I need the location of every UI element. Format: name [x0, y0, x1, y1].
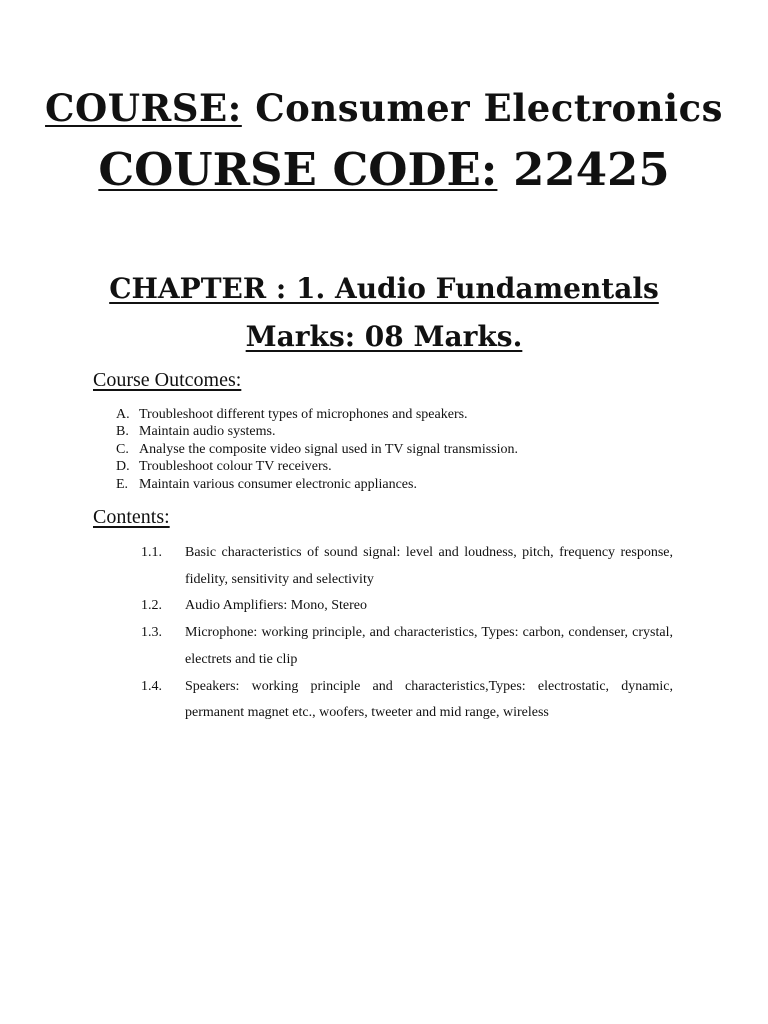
- course-code-value: 22425: [513, 143, 670, 196]
- list-item-text: Audio Amplifiers: Mono, Stereo: [185, 598, 367, 614]
- list-item-letter: A.: [116, 407, 130, 422]
- list-item: [141, 540, 673, 593]
- list-item-text: Microphone: working principle, and characteristics, Types: carbon, condenser, crystal, electrets and tie clip: [185, 625, 673, 667]
- course-label: COURSE:: [45, 86, 242, 130]
- course-title: [0, 86, 768, 130]
- list-item-text: Troubleshoot colour TV receivers.: [139, 459, 332, 475]
- list-item: [141, 620, 673, 673]
- list-item: [116, 458, 518, 475]
- list-item: [116, 476, 518, 493]
- list-item-text: Troubleshoot different types of microphones and speakers.: [139, 407, 468, 422]
- list-item-letter: E.: [116, 476, 129, 492]
- list-item-text: Maintain various consumer electronic appliances.: [139, 476, 417, 492]
- course-name: Consumer Electronics: [255, 86, 723, 130]
- list-item-text: Analyse the composite video signal used in TV signal transmission.: [139, 441, 518, 457]
- course-code: [0, 143, 768, 196]
- chapter-title: [0, 272, 768, 305]
- list-item: [116, 406, 518, 423]
- list-item: [141, 593, 673, 620]
- list-item-text: Basic characteristics of sound signal: level and loudness, pitch, frequency response, fidelity, sensitivity and selectivity: [185, 545, 673, 587]
- list-item: [116, 423, 518, 440]
- chapter-marks: [0, 320, 768, 353]
- list-item: [116, 441, 518, 458]
- contents-list: [141, 540, 673, 727]
- outcomes-heading: Course Outcomes:: [93, 369, 242, 391]
- list-item-number: 1.1.: [141, 545, 162, 560]
- chapter-marks-text: Marks: 08 Marks.: [245, 320, 523, 353]
- outcomes-list: [116, 406, 518, 493]
- chapter-title-text: CHAPTER : 1. Audio Fundamentals: [109, 272, 659, 305]
- list-item-text: Maintain audio systems.: [139, 424, 276, 440]
- list-item: [141, 674, 673, 727]
- course-code-label: COURSE CODE:: [98, 143, 498, 196]
- list-item-letter: B.: [116, 424, 129, 440]
- list-item-text: Speakers: working principle and characteristics,Types: electrostatic, dynamic, permanent magnet etc., woofers, tweeter and mid range, wireless: [185, 678, 673, 721]
- list-item-number: 1.3.: [141, 625, 162, 641]
- list-item-number: 1.2.: [141, 598, 162, 614]
- list-item-letter: D.: [116, 459, 130, 475]
- list-item-number: 1.4.: [141, 678, 162, 694]
- contents-heading: Contents:: [93, 506, 170, 528]
- list-item-letter: C.: [116, 441, 129, 457]
